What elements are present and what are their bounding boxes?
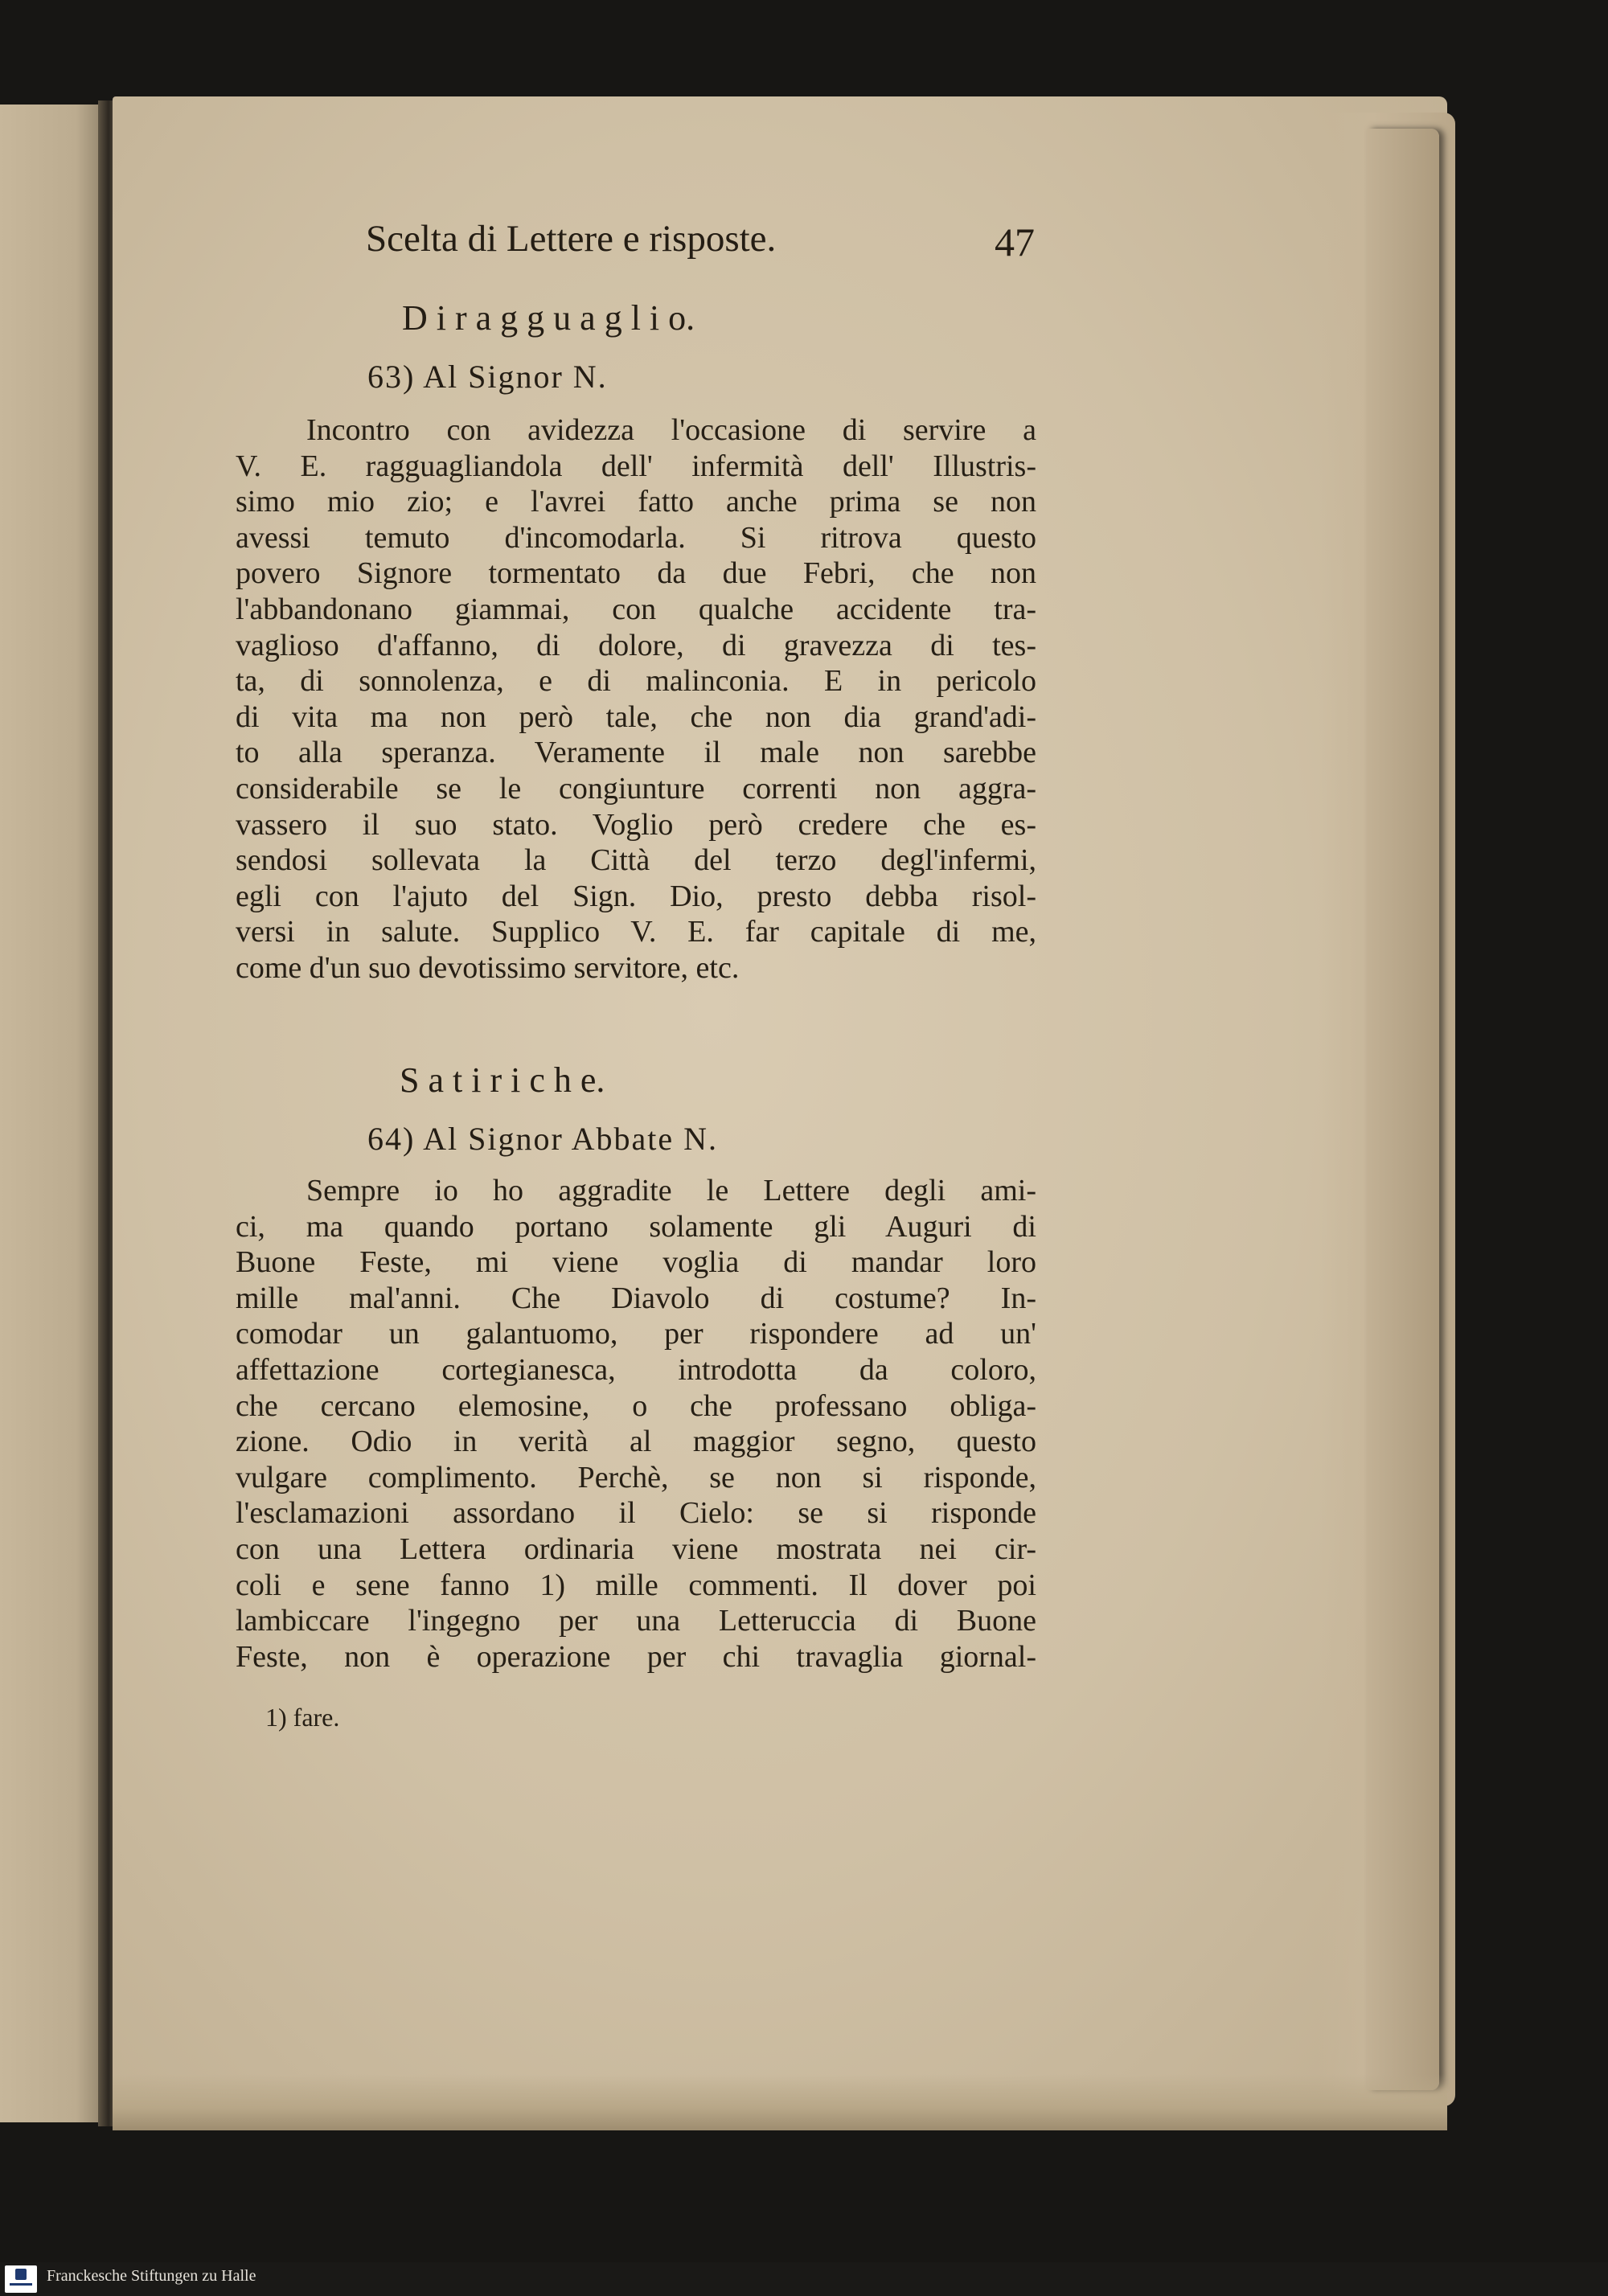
- text-line: vassero il suo stato. Voglio però credere che es-: [236, 807, 1036, 842]
- text-line: zione. Odio in verità al maggior segno, questo: [236, 1425, 1036, 1459]
- letter-heading-64: 64) Al Signor Abbate N.: [367, 1121, 718, 1157]
- text-line: vulgare complimento. Perchè, se non si risponde,: [236, 1460, 1036, 1494]
- text-line: sendosi sollevata la Città del terzo degl'infermi,: [236, 843, 1036, 878]
- letter-64-body: [236, 1173, 1036, 1675]
- text-line: considerabile se le congiunture correnti non aggra-: [236, 771, 1036, 806]
- text-line: avessi temuto d'incomodarla. Si ritrova questo: [236, 520, 1036, 555]
- section-heading-satiriche: S a t i r i c h e.: [400, 1060, 605, 1100]
- footer-credit: Franckesche Stiftungen zu Halle: [47, 2267, 256, 2285]
- text-line: vaglioso d'affanno, di dolore, di gravezza di tes-: [236, 628, 1036, 662]
- footnote: 1) fare.: [265, 1703, 340, 1732]
- text-line: comodar un galantuomo, per rispondere ad un': [236, 1317, 1036, 1351]
- text-line: di vita ma non però tale, che non dia grand'adi-: [236, 699, 1036, 734]
- text-line: Buone Feste, mi viene voglia di mandar loro: [236, 1245, 1036, 1280]
- text-line: con una Lettera ordinaria viene mostrata nei cir-: [236, 1531, 1036, 1566]
- text-line: affettazione cortegianesca, introdotta da coloro,: [236, 1352, 1036, 1387]
- text-line: che cercano elemosine, o che professano obliga-: [236, 1388, 1036, 1423]
- text-line: Incontro con avidezza l'occasione di servire a: [306, 413, 1036, 447]
- text-line: lambiccare l'ingegno per una Letteruccia di Buone: [236, 1604, 1036, 1638]
- text-line: l'esclamazioni assordano il Cielo: se si risponde: [236, 1496, 1036, 1531]
- text-line: Feste, non è operazione per chi travaglia giornal-: [236, 1639, 1036, 1674]
- book-page: [113, 96, 1447, 2122]
- text-line: to alla speranza. Veramente il male non sarebbe: [236, 736, 1036, 770]
- text-line: coli e sene fanno 1) mille commenti. Il dover poi: [236, 1568, 1036, 1602]
- text-line: come d'un suo devotissimo servitore, etc.: [236, 950, 740, 985]
- text-line: ta, di sonnolenza, e di malinconia. E in pericolo: [236, 664, 1036, 699]
- text-line: versi in salute. Supplico V. E. far capitale di me,: [236, 915, 1036, 949]
- running-head-title: Scelta di Lettere e risposte.: [366, 218, 777, 260]
- text-line: mille mal'anni. Che Diavolo di costume? In-: [236, 1281, 1036, 1315]
- page-number: 47: [995, 219, 1035, 264]
- text-line: povero Signore tormentato da due Febri, che non: [236, 556, 1036, 591]
- running-head: [133, 217, 1045, 281]
- text-line: egli con l'ajuto del Sign. Dio, presto debba risol-: [236, 879, 1036, 913]
- text-line: Sempre io ho aggradite le Lettere degli ami-: [306, 1174, 1036, 1207]
- page-bottom-edge: [113, 2074, 1447, 2130]
- institution-logo-icon: [5, 2265, 37, 2293]
- letter-heading-63: 63) Al Signor N.: [367, 359, 608, 395]
- page-stack-edge-outer: [1367, 129, 1439, 2090]
- text-line: V. E. ragguagliandola dell' infermità dell' Illustris-: [236, 449, 1036, 483]
- letter-63-body: [236, 412, 1036, 986]
- text-line: ci, ma quando portano solamente gli Auguri di: [236, 1209, 1036, 1244]
- text-line: simo mio zio; e l'avrei fatto anche prima se non: [236, 485, 1036, 519]
- text-line: l'abbandonano giammai, con qualche accidente tra-: [236, 592, 1036, 626]
- section-heading-ragguaglio: D i r a g g u a g l i o.: [402, 298, 695, 338]
- left-page-edge: [0, 105, 109, 2122]
